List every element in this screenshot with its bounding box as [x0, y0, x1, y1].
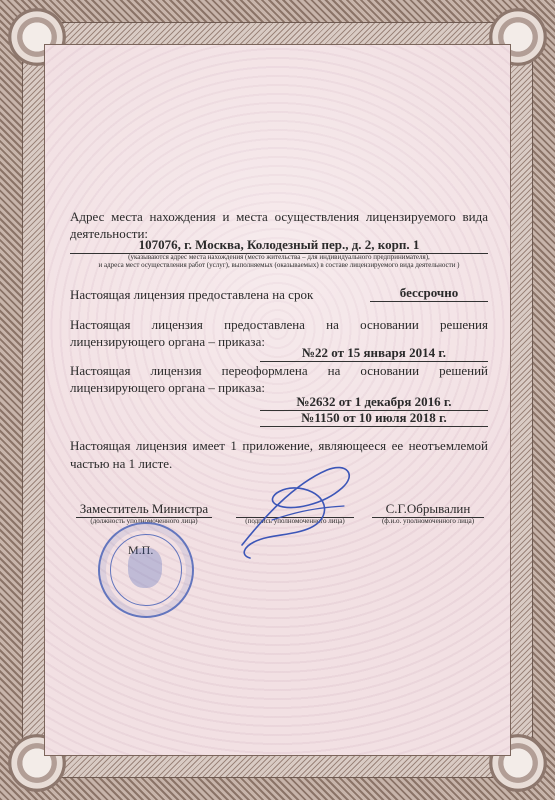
- appendix-line2: частью на 1 листе.: [70, 456, 173, 471]
- official-seal-icon: [98, 522, 194, 618]
- address-note-line2: и адреса мест осуществления работ (услуг), выполняемых (оказываемых) в составе лицензируемого вида деятельности ): [98, 261, 460, 269]
- name-caption: (ф.и.о. уполномоченного лица): [381, 517, 475, 525]
- term-label: Настоящая лицензия предоставлена на срок: [70, 287, 314, 302]
- address-value: 107076, г. Москва, Колодезный пер., д. 2, корп. 1: [70, 236, 488, 254]
- reissued-order-1: №2632 от 1 декабря 2016 г.: [260, 393, 488, 411]
- address-label-line1: Адрес места нахождения и места осуществления лицензируемого вида: [70, 209, 488, 224]
- granted-line2: лицензирующего органа – приказа:: [70, 334, 265, 349]
- reissued-line1: Настоящая лицензия переоформлена на основании решений: [70, 363, 488, 378]
- reissued-line2: лицензирующего органа – приказа:: [70, 380, 265, 395]
- handwritten-signature-icon: [232, 450, 362, 570]
- granted-line1: Настоящая лицензия предоставлена на основании решения: [70, 317, 488, 332]
- granted-order: №22 от 15 января 2014 г.: [260, 344, 488, 362]
- reissued-order-2: №1150 от 10 июля 2018 г.: [260, 409, 488, 427]
- signature-caption: (подпись уполномоченного лица): [245, 517, 345, 525]
- appendix-line1: Настоящая лицензия имеет 1 приложение, являющееся ее неотъемлемой: [70, 438, 488, 453]
- address-label-line2: деятельности:: [70, 226, 149, 241]
- stamp-place-label: М.П.: [128, 543, 154, 557]
- signer-position: Заместитель Министра: [76, 500, 212, 518]
- signer-name: С.Г.Обрывалин: [372, 500, 484, 518]
- address-note-line1: (указываются адрес места нахождения (место жительства – для индивидуального предпринимателя),: [128, 253, 430, 261]
- position-caption: (должность уполномоченного лица): [90, 517, 198, 525]
- term-value: бессрочно: [370, 284, 488, 302]
